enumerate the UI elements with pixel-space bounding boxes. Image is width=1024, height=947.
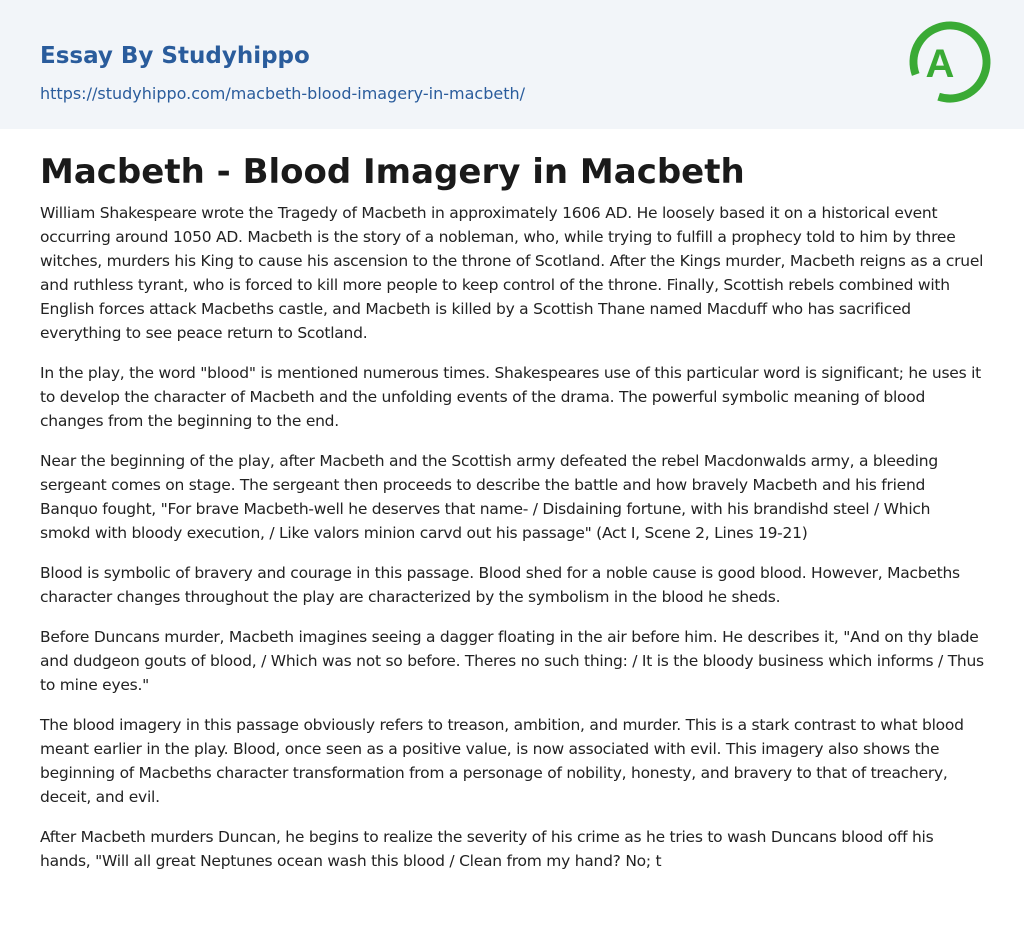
page-title: Macbeth - Blood Imagery in Macbeth [40, 152, 745, 192]
paragraph-3: Near the beginning of the play, after Macbeth and the Scottish army defeated the rebel Macdonwalds army, a bleeding sergeant comes on stage. The sergeant then proceeds to describe the battle and how bravely Macbeth and his friend Banquo fought, "For brave Macbeth-well he deserves that name- / Disdaining fortune, with his brandishd steel / Which smokd with bloody execution, / Like valors minion carvd out his passage" (Act I, Scene 2, Lines 19-21) [40, 452, 938, 542]
paragraph-7: After Macbeth murders Duncan, he begins to realize the severity of his crime as he tries to wash Duncans blood off his hands, "Will all great Neptunes ocean wash this blood / Clean from my hand? No; t [40, 828, 934, 870]
paragraph-6: The blood imagery in this passage obviously refers to treason, ambition, and murder. This is a stark contrast to what blood meant earlier in the play. Blood, once seen as a positive value, is now associated with evil. This imagery also shows the beginning of Macbeths character transformation from a personage of nobility, honesty, and bravery to that of treachery, deceit, and evil. [40, 716, 964, 806]
article-body [0, 129, 1024, 873]
paragraph-1: William Shakespeare wrote the Tragedy of Macbeth in approximately 1606 AD. He loosely based it on a historical event occurring around 1050 AD. Macbeth is the story of a nobleman, who, while trying to fulfill a prophecy told to him by three witches, murders his King to cause his ascension to the throne of Scotland. After the Kings murder, Macbeth reigns as a cruel and ruthless tyrant, who is forced to kill more people to keep control of the throne. Finally, Scottish rebels combined with English forces attack Macbeths castle, and Macbeth is killed by a Scottish Thane named Macduff who has sacrificed everything to see peace return to Scotland. [40, 204, 984, 342]
essay-url-link[interactable]: https://studyhippo.com/macbeth-blood-imagery-in-macbeth/ [40, 84, 525, 103]
page-header [0, 0, 1024, 129]
brand-title: Essay By Studyhippo [40, 43, 310, 69]
logo-letter: A [925, 42, 955, 86]
paragraph-4: Blood is symbolic of bravery and courage in this passage. Blood shed for a noble cause is good blood. However, Macbeths character changes throughout the play are characterized by the symbolism in the blood he sheds. [40, 564, 960, 606]
paragraph-2: In the play, the word "blood" is mentioned numerous times. Shakespeares use of this particular word is significant; he uses it to develop the character of Macbeth and the unfolding events of the drama. The powerful symbolic meaning of blood changes from the beginning to the end. [40, 364, 981, 430]
studyhippo-logo-icon[interactable] [908, 16, 992, 108]
paragraph-5: Before Duncans murder, Macbeth imagines seeing a dagger floating in the air before him. He describes it, "And on thy blade and dudgeon gouts of blood, / Which was not so before. Theres no such thing: / It is the bloody business which informs / Thus to mine eyes." [40, 628, 984, 694]
